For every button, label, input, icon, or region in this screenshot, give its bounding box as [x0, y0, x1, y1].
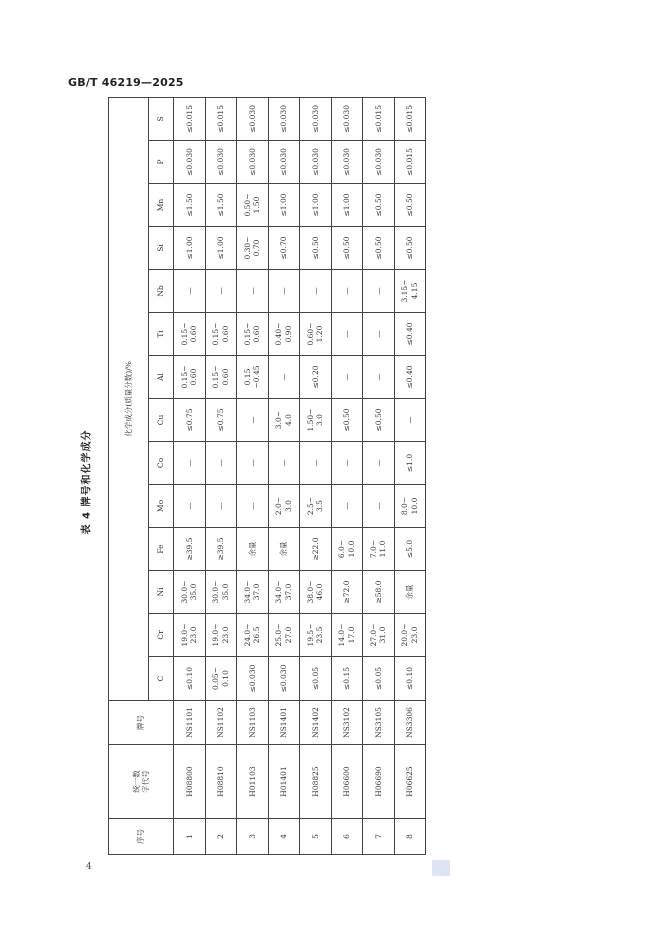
cell-s: ≤0.015 — [174, 97, 206, 140]
cell-nb: 3.15~ 4.15 — [394, 270, 426, 313]
cell-code: H06625 — [394, 745, 426, 819]
cell-s: ≤0.030 — [237, 97, 269, 140]
cell-ti: — — [331, 313, 363, 356]
cell-si: ≤0.50 — [363, 227, 395, 270]
cell-grade: NS1402 — [300, 701, 332, 745]
header-element-fe: Fe — [149, 528, 174, 571]
table-row — [394, 97, 426, 854]
cell-mo: 8.0~ 10.0 — [394, 485, 426, 528]
cell-fe: ≥39.5 — [205, 528, 237, 571]
cell-p: ≤0.015 — [394, 141, 426, 184]
cell-fe: 余量 — [268, 528, 300, 571]
cell-nb: — — [205, 270, 237, 313]
cell-cu: ≤0.75 — [205, 399, 237, 442]
cell-mo: — — [174, 485, 206, 528]
cell-mo: — — [237, 485, 269, 528]
header-element-mo: Mo — [149, 485, 174, 528]
header-element-al: Al — [149, 356, 174, 399]
cell-code: H08825 — [300, 745, 332, 819]
cell-al: 0.15~ 0.60 — [205, 356, 237, 399]
cell-ti: 0.40~ 0.90 — [268, 313, 300, 356]
cell-seq: 7 — [363, 819, 395, 855]
cell-p: ≤0.030 — [237, 141, 269, 184]
header-element-s: S — [149, 97, 174, 140]
header-element-p: P — [149, 141, 174, 184]
cell-ni: ≥72.0 — [331, 571, 363, 614]
header-element-cu: Cu — [149, 399, 174, 442]
cell-mn: ≤1.00 — [268, 184, 300, 227]
cell-cr: 25.0~ 27.0 — [268, 614, 300, 657]
cell-s: ≤0.030 — [300, 97, 332, 140]
cell-p: ≤0.030 — [268, 141, 300, 184]
cell-seq: 1 — [174, 819, 206, 855]
header-element-ti: Ti — [149, 313, 174, 356]
cell-co: — — [268, 442, 300, 485]
cell-cr: 19.5~ 23.5 — [300, 614, 332, 657]
cell-code: H08810 — [205, 745, 237, 819]
cell-nb: — — [300, 270, 332, 313]
cell-ni: 34.0~ 37.0 — [237, 571, 269, 614]
standard-code-header: GB/T 46219—2025 — [68, 76, 184, 89]
cell-cu: ≤0.50 — [363, 399, 395, 442]
cell-grade: NS1103 — [237, 701, 269, 745]
composition-table-container — [108, 105, 426, 855]
cell-al: ≤0.20 — [300, 356, 332, 399]
cell-cu: 1.50~ 3.0 — [300, 399, 332, 442]
cell-nb: — — [331, 270, 363, 313]
cell-p: ≤0.030 — [174, 141, 206, 184]
cell-mo: — — [363, 485, 395, 528]
cell-grade: NS1102 — [205, 701, 237, 745]
cell-c: ≤0.10 — [394, 657, 426, 701]
cell-cu: ≤0.50 — [331, 399, 363, 442]
cell-cu: — — [237, 399, 269, 442]
header-element-cr: Cr — [149, 614, 174, 657]
header-element-ni: Ni — [149, 571, 174, 614]
cell-cr: 19.0~ 23.0 — [174, 614, 206, 657]
cell-fe: 7.0~ 11.0 — [363, 528, 395, 571]
cell-grade: NS3102 — [331, 701, 363, 745]
cell-code: H01401 — [268, 745, 300, 819]
header-element-nb: Nb — [149, 270, 174, 313]
cell-c: ≤0.030 — [237, 657, 269, 701]
cell-fe: ≤5.0 — [394, 528, 426, 571]
cell-ni: 余量 — [394, 571, 426, 614]
cell-mn: ≤0.50 — [394, 184, 426, 227]
table-row — [237, 97, 269, 854]
cell-al: 0.15~ 0.60 — [174, 356, 206, 399]
page-number: 4 — [86, 862, 92, 872]
cell-ti: 0.15~ 0.60 — [205, 313, 237, 356]
cell-al: ≤0.40 — [394, 356, 426, 399]
cell-p: ≤0.030 — [205, 141, 237, 184]
cell-si: ≤0.70 — [268, 227, 300, 270]
cell-nb: — — [174, 270, 206, 313]
table-row — [268, 97, 300, 854]
cell-s: ≤0.015 — [394, 97, 426, 140]
cell-ni: 34.0~ 37.0 — [268, 571, 300, 614]
cell-p: ≤0.030 — [300, 141, 332, 184]
cell-seq: 5 — [300, 819, 332, 855]
cell-code: H06690 — [363, 745, 395, 819]
cell-ni: 30.0~ 35.0 — [174, 571, 206, 614]
cell-mn: ≤0.50 — [363, 184, 395, 227]
cell-ti: — — [363, 313, 395, 356]
cell-si: ≤0.50 — [331, 227, 363, 270]
cell-code: H01103 — [237, 745, 269, 819]
cell-nb: — — [268, 270, 300, 313]
cell-ti: 0.60~ 1.20 — [300, 313, 332, 356]
cell-al: — — [363, 356, 395, 399]
cell-cr: 27.0~ 31.0 — [363, 614, 395, 657]
cell-ti: 0.15~ 0.60 — [174, 313, 206, 356]
table-row — [205, 97, 237, 854]
cell-ti: ≤0.40 — [394, 313, 426, 356]
cell-seq: 8 — [394, 819, 426, 855]
table-row — [174, 97, 206, 854]
cell-co: — — [300, 442, 332, 485]
cell-co: — — [174, 442, 206, 485]
cell-si: 0.30~ 0.70 — [237, 227, 269, 270]
header-element-si: Si — [149, 227, 174, 270]
cell-nb: — — [237, 270, 269, 313]
cell-c: ≤0.10 — [174, 657, 206, 701]
header-grade: 牌号 — [109, 701, 174, 745]
cell-mn: ≤1.00 — [331, 184, 363, 227]
cell-si: ≤1.00 — [205, 227, 237, 270]
cell-al: — — [268, 356, 300, 399]
header-code: 统一数 字代号 — [109, 745, 174, 819]
table-row — [300, 97, 332, 854]
cell-seq: 4 — [268, 819, 300, 855]
header-seq: 序号 — [109, 819, 174, 855]
cell-code: H06600 — [331, 745, 363, 819]
cell-grade: NS1101 — [174, 701, 206, 745]
cell-si: ≤0.50 — [394, 227, 426, 270]
cell-s: ≤0.030 — [331, 97, 363, 140]
cell-mn: ≤1.00 — [300, 184, 332, 227]
cell-cu: — — [394, 399, 426, 442]
header-element-co: Co — [149, 442, 174, 485]
cell-seq: 2 — [205, 819, 237, 855]
cell-p: ≤0.030 — [331, 141, 363, 184]
cell-si: ≤1.00 — [174, 227, 206, 270]
cell-grade: NS1401 — [268, 701, 300, 745]
cell-co: — — [363, 442, 395, 485]
cell-p: ≤0.030 — [363, 141, 395, 184]
table-row — [331, 97, 363, 854]
cell-fe: 6.0~ 10.0 — [331, 528, 363, 571]
corner-logo-icon — [432, 860, 450, 876]
cell-c: ≤0.030 — [268, 657, 300, 701]
cell-mo: 2.0~ 3.0 — [268, 485, 300, 528]
cell-cr: 20.0~ 23.0 — [394, 614, 426, 657]
cell-co: — — [331, 442, 363, 485]
cell-code: H08800 — [174, 745, 206, 819]
cell-mo: 2.5~ 3.5 — [300, 485, 332, 528]
cell-co: — — [205, 442, 237, 485]
cell-cr: 19.0~ 23.0 — [205, 614, 237, 657]
cell-cu: 3.0~ 4.0 — [268, 399, 300, 442]
cell-seq: 3 — [237, 819, 269, 855]
cell-seq: 6 — [331, 819, 363, 855]
cell-fe: 余量 — [237, 528, 269, 571]
cell-c: ≤0.05 — [300, 657, 332, 701]
cell-mo: — — [205, 485, 237, 528]
cell-c: ≤0.05 — [363, 657, 395, 701]
cell-si: ≤0.50 — [300, 227, 332, 270]
cell-al: 0.15 ~0.45 — [237, 356, 269, 399]
header-element-c: C — [149, 657, 174, 701]
cell-mo: — — [331, 485, 363, 528]
cell-cr: 14.0~ 17.0 — [331, 614, 363, 657]
cell-ti: 0.15~ 0.60 — [237, 313, 269, 356]
cell-grade: NS3105 — [363, 701, 395, 745]
cell-grade: NS3306 — [394, 701, 426, 745]
cell-cu: ≤0.75 — [174, 399, 206, 442]
cell-ni: 38.0~ 46.0 — [300, 571, 332, 614]
cell-co: ≤1.0 — [394, 442, 426, 485]
cell-mn: ≤1.50 — [205, 184, 237, 227]
cell-s: ≤0.015 — [205, 97, 237, 140]
cell-cr: 24.0~ 26.5 — [237, 614, 269, 657]
cell-nb: — — [363, 270, 395, 313]
cell-c: ≤0.15 — [331, 657, 363, 701]
cell-fe: ≥22.0 — [300, 528, 332, 571]
cell-co: — — [237, 442, 269, 485]
cell-ni: ≥58.0 — [363, 571, 395, 614]
cell-mn: 0.50~ 1.50 — [237, 184, 269, 227]
cell-c: 0.05~ 0.10 — [205, 657, 237, 701]
cell-al: — — [331, 356, 363, 399]
table-title-text: 表 4 牌号和化学成分 — [81, 429, 93, 535]
cell-ni: 30.0~ 35.0 — [205, 571, 237, 614]
cell-mn: ≤1.50 — [174, 184, 206, 227]
header-element-mn: Mn — [149, 184, 174, 227]
cell-s: ≤0.015 — [363, 97, 395, 140]
header-composition-group: 化学成分(质量分数)/% — [109, 97, 149, 700]
cell-fe: ≥39.5 — [174, 528, 206, 571]
composition-table — [108, 97, 426, 855]
cell-s: ≤0.030 — [268, 97, 300, 140]
table-row — [363, 97, 395, 854]
